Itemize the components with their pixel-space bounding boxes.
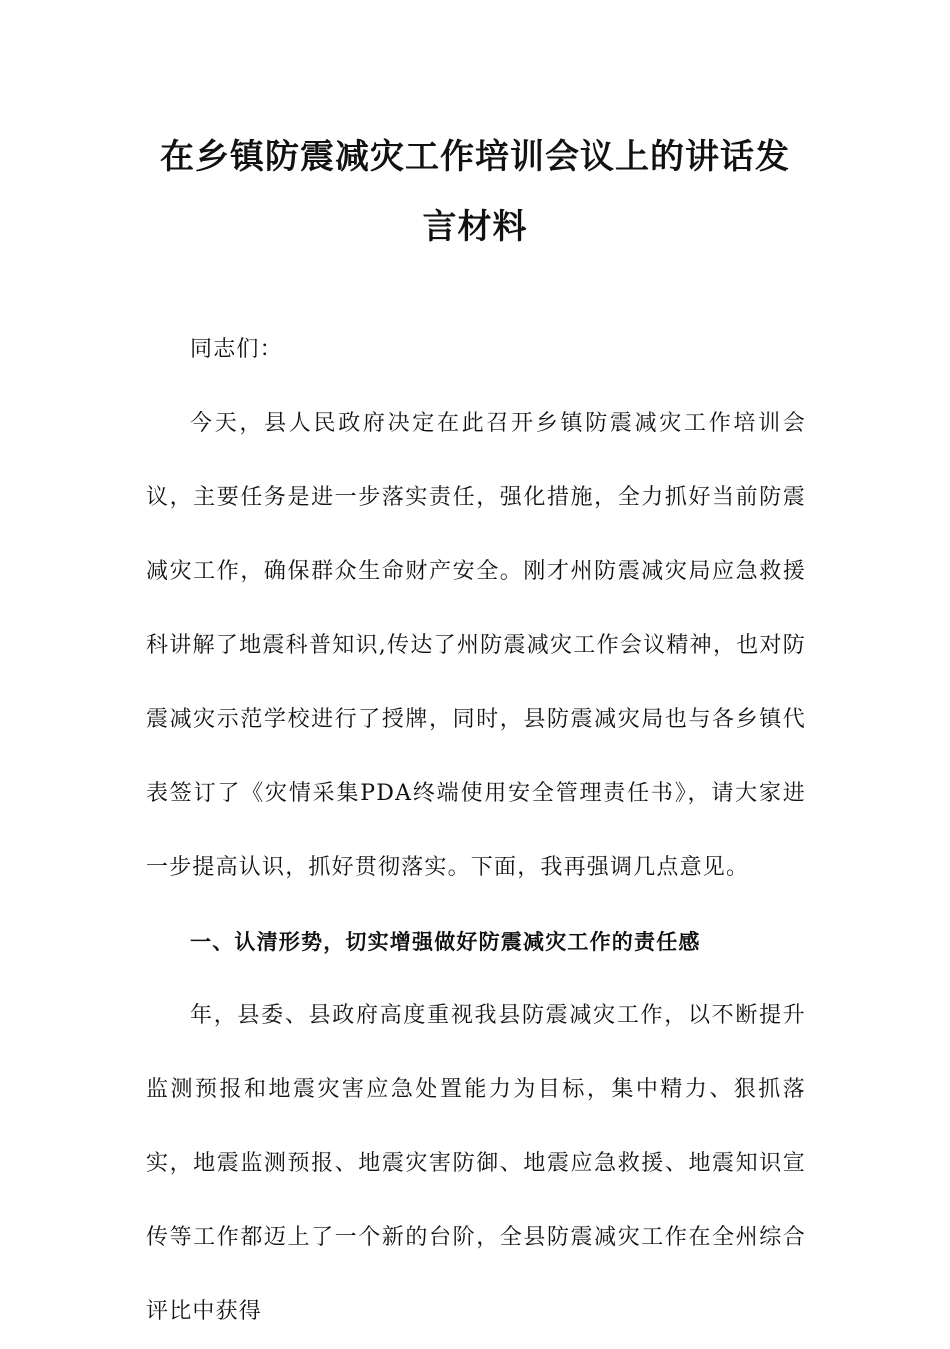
salutation: 同志们： [190,337,283,362]
section-heading-1: 一、认清形势，切实增强做好防震减灾工作的责任感 [190,930,701,954]
document-body [146,313,806,1349]
paragraph-section-1: 年，县委、县政府高度重视我县防震减灾工作，以不断提升监测预报和地震灾害应急处置能力为目标，集中精力、狠抓落实，地震监测预报、地震灾害防御、地震应急救援、地震知识宣传等工作都迈上了一个新的台阶，全县防震减灾工作在全州综合评比中获得 [146,1003,806,1324]
document-title [120,122,830,262]
paragraph-intro: 今天，县人民政府决定在此召开乡镇防震减灾工作培训会议，主要任务是进一步落实责任，强化措施，全力抓好当前防震减灾工作，确保群众生命财产安全。刚才州防震减灾局应急救援科讲解了地震科普知识,传达了州防震减灾工作会议精神，也对防震减灾示范学校进行了授牌，同时，县防震减灾局也与各乡镇代表签订了《灾情采集PDA终端使用安全管理责任书》，请大家进一步提高认识，抓好贯彻落实。下面，我再强调几点意见。 [146,411,806,880]
title-line-1: 在乡镇防震减灾工作培训会议上的讲话发 [160,137,790,177]
title-line-2: 言材料 [422,207,528,247]
